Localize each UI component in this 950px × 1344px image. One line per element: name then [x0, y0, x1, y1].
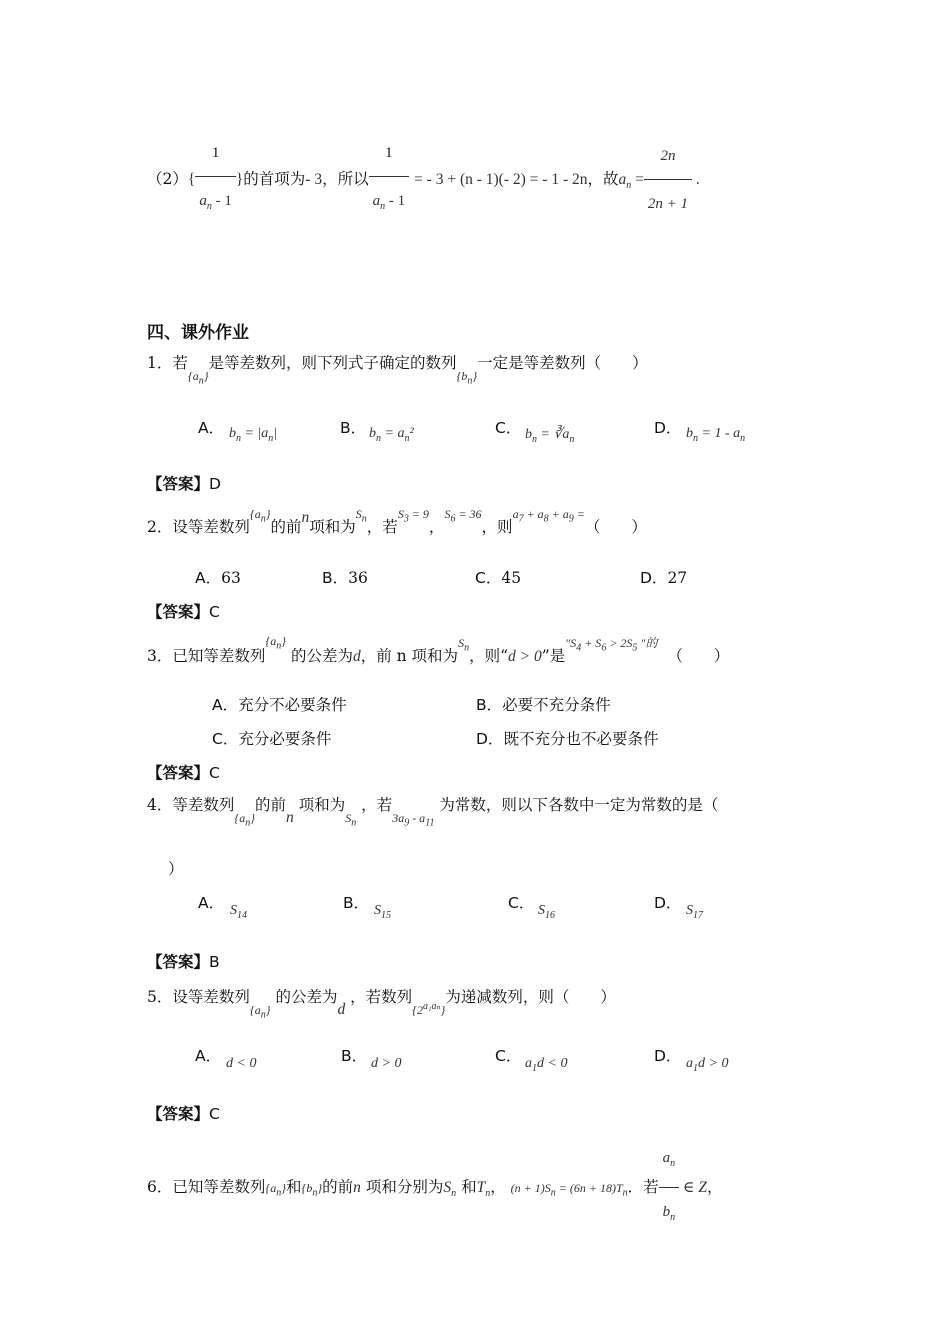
q4-answer: 【答案】B — [147, 953, 220, 971]
question-1: 1．若$_{\{a_n\}}$是等差数列，则下列式子确定的数列$_{\{b_n\}}$一定是等差数列（ ） — [147, 354, 648, 387]
question-4-cont: ） — [168, 860, 184, 878]
q1-option-d: D． — [654, 419, 682, 437]
q4-option-d-math: $S_{17}$ — [686, 903, 703, 921]
q1-option-b-math: $b_n = a_n^2$ — [369, 426, 414, 444]
q4-option-c-math: $S_{16}$ — [538, 903, 555, 921]
q3-option-c: C．充分必要条件 — [212, 730, 332, 748]
q1-option-a: A． — [198, 419, 225, 437]
q5-option-d-math: $a_1d > 0$ — [686, 1056, 729, 1074]
q5-option-b-math: d > 0 — [371, 1056, 402, 1071]
brace-open: { — [187, 171, 196, 188]
q4-option-b: B． — [343, 894, 370, 912]
question-6: 6．已知等差数列$\{a_n\}$和$\{b_n\}$的前n 项和分别为$S_n$ 和$T_n$， $(n + 1)S_n = (6n + 18)T_n$．若 $\frac{a_n}{b_n}$ ∈ Z， — [147, 1136, 723, 1180]
question-2: 2．设等差数列$^{\{a_n\}}$的前n项和为$^{S_n}$，若$^{S_3 = 9}$，$^{S_6 = 36}$，则$^{a_7 + a_8 + a_9 =}$（ ） — [147, 507, 647, 536]
q3-option-b: B．必要不充分条件 — [476, 696, 611, 714]
q2-option-b: B．36 — [322, 569, 368, 587]
previous-solution-line: （2）{ $\frac{1}{a_n - 1}$ }的首项为- 3，所以 $\frac{1}{a_n - 1}$ = - 3 + (n - 1)(- 2) = - 1 - 2n，故$a_n$ = $\frac{2n}{2n + 1}$ . — [147, 131, 700, 175]
equation-rhs: = - 3 + (n - 1)(- 2) = - 1 - 2n — [414, 171, 588, 188]
fraction-an-bn: $\frac{a_n}{b_n}$ — [659, 1136, 680, 1240]
q2-option-a: A．63 — [195, 569, 241, 587]
q5-option-c-math: $a_1d < 0$ — [525, 1056, 568, 1074]
q1-answer: 【答案】D — [147, 475, 221, 493]
q4-option-c: C． — [508, 894, 535, 912]
q1-option-a-math: $b_n = |a_n|$ — [229, 426, 278, 444]
q2-answer: 【答案】C — [147, 603, 220, 621]
q3-answer: 【答案】C — [147, 764, 220, 782]
fraction-3: $\frac{2n}{2n + 1}$ — [644, 134, 692, 226]
q5-option-d: D． — [654, 1047, 682, 1065]
brace-close: } — [235, 171, 244, 188]
q1-option-c-math: $b_n$ = $∛a_n$ — [525, 427, 575, 445]
solution-part-label: （2） — [147, 170, 188, 188]
question-3: 3．已知等差数列$^{\{a_n\}}$ 的公差为d，前 n 项和为$^{S_n}$，则“d > 0”是$^{"S_4 + S_6 > 2S_5 "的}$ （ ） — [147, 634, 730, 665]
section-title: 四、课外作业 — [147, 323, 249, 343]
fraction-1: $\frac{1}{a_n - 1}$ — [195, 131, 236, 229]
question-4: 4．等差数列$_{\{a_n\}}$的前n 项和为$_{S_n}$ ，若$_{3a_9 - a_{11}}$ 为常数，则以下各数中一定为常数的是（ — [147, 796, 719, 829]
text-first-term: 的首项为 — [243, 170, 306, 188]
q5-option-b: B． — [341, 1047, 368, 1065]
q1-option-b: B． — [340, 419, 367, 437]
q3-option-a: A．充分不必要条件 — [212, 696, 347, 714]
q4-option-a-math: $S_{14}$ — [230, 903, 247, 921]
q2-option-d: D．27 — [640, 569, 688, 587]
q1-option-d-math: $b_n = 1 - a_n$ — [686, 426, 746, 444]
q5-option-a: A． — [195, 1047, 222, 1065]
question-5: 5．设等差数列$_{\{a_n\}}$ 的公差为d ，若数列$_{\{2^{a_1a_n}\}}$为递减数列，则（ ） — [147, 988, 616, 1021]
q1-option-c: C． — [495, 419, 522, 437]
q5-answer: 【答案】C — [147, 1105, 220, 1123]
q4-option-b-math: $S_{15}$ — [374, 903, 391, 921]
q5-option-a-math: d < 0 — [226, 1056, 257, 1071]
q5-option-c: C． — [495, 1047, 522, 1065]
fraction-2: $\frac{1}{a_n - 1}$ — [369, 131, 410, 229]
q4-option-a: A． — [198, 894, 225, 912]
q4-option-d: D． — [654, 894, 682, 912]
q3-option-d: D．既不充分也不必要条件 — [476, 730, 659, 748]
q2-option-c: C．45 — [475, 569, 522, 587]
